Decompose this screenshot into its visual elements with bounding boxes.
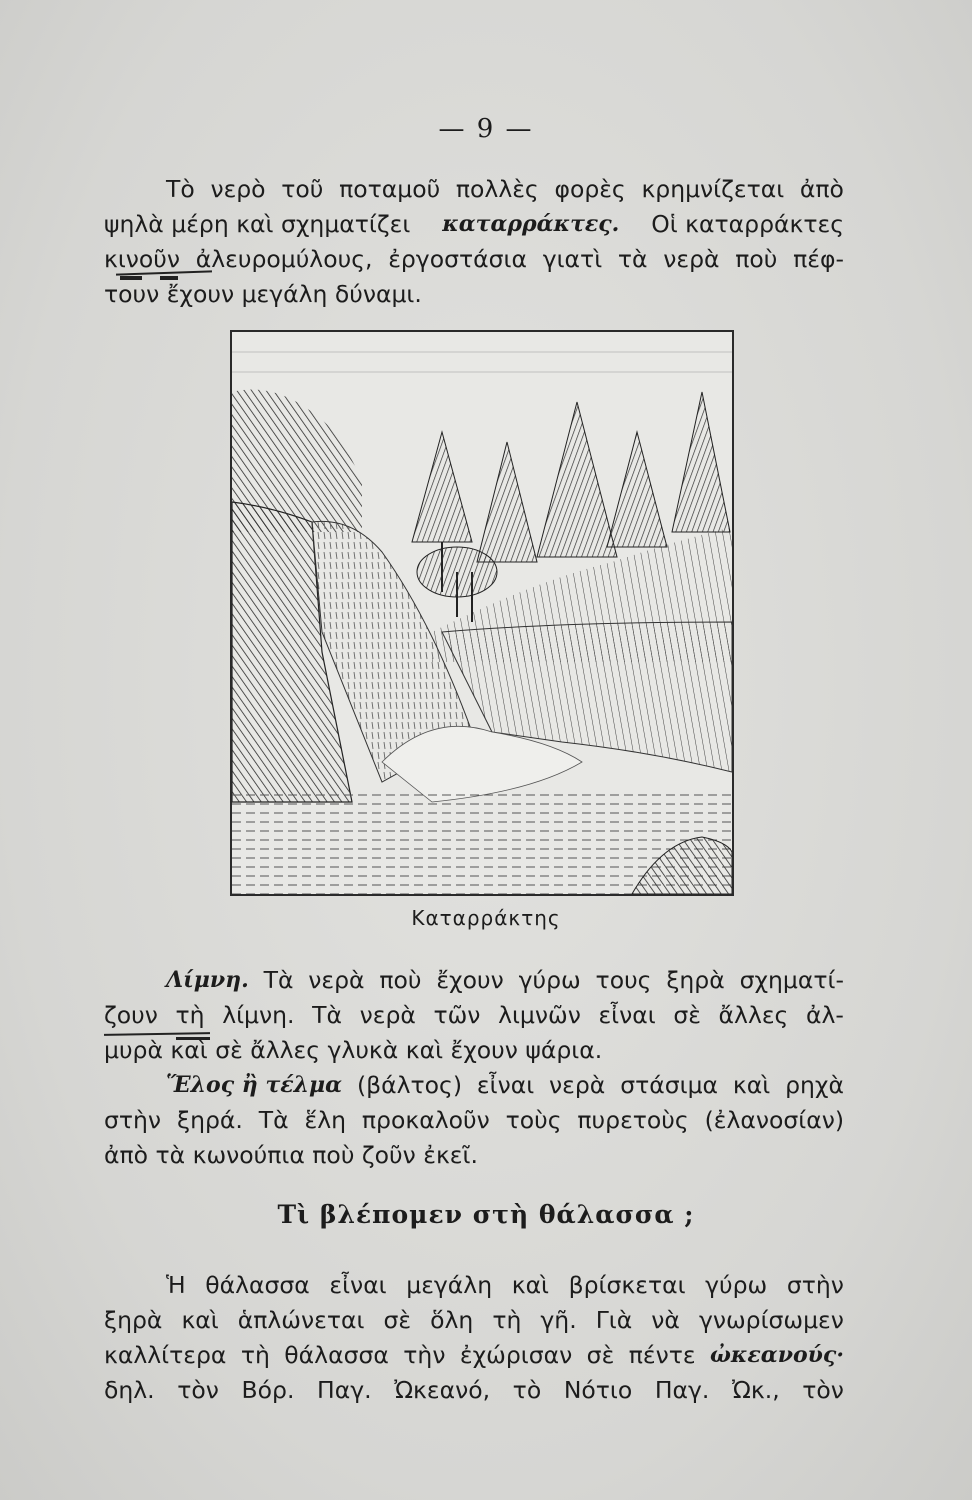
word: ὅλη <box>430 1306 474 1334</box>
text-line <box>104 963 844 998</box>
word: λίμνη. <box>222 1001 295 1029</box>
word: τὴ <box>175 1001 205 1029</box>
text-line <box>104 1303 844 1338</box>
word: τὴ <box>492 1306 522 1334</box>
word: σὲ <box>383 1306 412 1334</box>
word: καὶ <box>511 1271 550 1299</box>
emphasized-term: ὠκεανούς· <box>709 1342 844 1368</box>
word: ἁπλώνεται <box>237 1306 365 1334</box>
word: τὰ <box>617 245 648 273</box>
word: Ἡ <box>166 1271 186 1299</box>
word: ποταμοῦ <box>339 175 441 203</box>
word: καὶ <box>181 1306 219 1334</box>
word: Τὰ <box>312 1001 342 1029</box>
word: Τὰ <box>263 966 294 994</box>
paragraph-sea <box>104 1268 844 1408</box>
word: τους <box>595 966 652 994</box>
word: στάσιμα <box>620 1071 719 1099</box>
word: ἐχώρισαν <box>459 1341 573 1369</box>
text-line <box>104 172 844 207</box>
word: ἀλευρομύλους, <box>195 245 373 273</box>
word: ποὺ <box>379 966 422 994</box>
figure-caption: Καταρράκτης <box>411 906 561 930</box>
word: βρίσκεται <box>568 1271 686 1299</box>
word: ρηχὰ <box>785 1071 844 1099</box>
word: μεγάλη <box>406 1271 493 1299</box>
waterfall-engraving <box>230 330 734 896</box>
paragraph-marsh <box>104 1068 844 1173</box>
word: Νότιο <box>563 1376 633 1404</box>
text-line <box>104 277 844 312</box>
text-line <box>104 1103 844 1138</box>
word: ξηρὰ <box>104 1306 163 1334</box>
word: φορὲς <box>554 175 626 203</box>
text-line <box>104 207 844 242</box>
word: σὲ <box>586 1341 615 1369</box>
word: Παγ. <box>654 1376 710 1404</box>
word: νερὰ <box>308 966 365 994</box>
word: ξηρά. <box>176 1106 243 1134</box>
word: ἐργοστάσια <box>388 245 527 273</box>
word: Ὠκεανό, <box>394 1376 491 1404</box>
word: νερὰ <box>663 245 720 273</box>
text-line <box>104 1338 844 1373</box>
word: Ὠκ., <box>732 1376 780 1404</box>
word: προκαλοῦν <box>361 1106 490 1134</box>
word: γῆ. <box>540 1306 577 1334</box>
word: (βάλτος) <box>356 1071 463 1099</box>
word: θάλασσα <box>205 1271 310 1299</box>
text-line <box>104 1138 844 1173</box>
word: τῶν <box>433 1001 481 1029</box>
text-line <box>104 242 844 277</box>
word: Τὰ <box>258 1106 289 1134</box>
word: ἔχουν <box>436 966 504 994</box>
word: καὶ <box>732 1071 771 1099</box>
word: κινοῦν <box>104 245 181 273</box>
word: τὸν <box>802 1376 844 1404</box>
text-line <box>104 1373 844 1408</box>
pencil-underline-mark <box>120 276 142 280</box>
word: στὴν <box>104 1106 162 1134</box>
word: ἀλ- <box>805 1001 844 1029</box>
word: (ἐλανοσίαν) <box>704 1106 844 1134</box>
text-span: μυρὰ καὶ σὲ ἄλλες γλυκὰ καὶ ἔχουν ψάρια. <box>104 1036 603 1064</box>
word: κρημνίζεται <box>641 175 785 203</box>
emphasized-term: καταρράκτες. <box>442 211 620 237</box>
emphasized-term: Λίμνη. <box>166 967 249 993</box>
text-span: τουν ἔχουν μεγάλη δύναμι. <box>104 280 422 308</box>
word: ἀπὸ <box>799 175 844 203</box>
emphasized-term: Ἕλος ἢ τέλμα <box>166 1072 343 1098</box>
paragraph-waterfalls <box>104 172 844 312</box>
word: ἕλη <box>304 1106 347 1134</box>
word: γιατὶ <box>542 245 603 273</box>
word: εἶναι <box>598 1001 656 1029</box>
waterfall-illustration <box>232 332 732 894</box>
word: Γιὰ <box>595 1306 633 1334</box>
word: τὴν <box>403 1341 446 1369</box>
word: πολλὲς <box>455 175 539 203</box>
word: σχηματί- <box>739 966 844 994</box>
word: νερὸ <box>210 175 266 203</box>
word: νὰ <box>651 1306 680 1334</box>
word: καλλίτερα <box>104 1341 227 1369</box>
word: νερὰ <box>549 1071 606 1099</box>
pencil-underline-mark <box>176 1037 210 1040</box>
pencil-underline-mark <box>160 276 178 280</box>
word: σὲ <box>673 1001 701 1029</box>
word: πέντε <box>628 1341 696 1369</box>
word: Τὸ <box>166 175 195 203</box>
word: Παγ. <box>317 1376 372 1404</box>
word: πέφ- <box>793 245 844 273</box>
word: ἄλλες <box>718 1001 789 1029</box>
word: πυρετοὺς <box>577 1106 689 1134</box>
word: ποὺ <box>735 245 778 273</box>
text-line <box>104 1033 844 1068</box>
section-heading: Τὶ βλέπομεν στὴ θάλασσα ; <box>277 1200 695 1229</box>
word: τοῦ <box>281 175 324 203</box>
word: δηλ. <box>104 1376 155 1404</box>
word: εἶναι <box>329 1271 387 1299</box>
text-line <box>104 1068 844 1103</box>
word: γύρω <box>518 966 581 994</box>
text-line <box>104 1268 844 1303</box>
word: θάλασσα <box>284 1341 389 1369</box>
word: ζουν <box>104 1001 158 1029</box>
word: εἶναι <box>476 1071 535 1099</box>
word: γνωρίσωμεν <box>698 1306 844 1334</box>
word: Βόρ. <box>241 1376 295 1404</box>
word: τὴ <box>240 1341 270 1369</box>
paragraph-lake <box>104 963 844 1068</box>
text-line <box>104 998 844 1033</box>
word: στὴν <box>786 1271 844 1299</box>
page-number: — 9 — <box>438 114 534 144</box>
word: τὸ <box>512 1376 542 1404</box>
text-span: Οἱ καταρράκτες <box>651 210 844 238</box>
word: λιμνῶν <box>498 1001 581 1029</box>
word: τοὺς <box>505 1106 562 1134</box>
text-span: ἀπὸ τὰ κωνούπια ποὺ ζοῦν ἐκεῖ. <box>104 1141 478 1169</box>
word: ξηρὰ <box>666 966 725 994</box>
word: τὸν <box>177 1376 219 1404</box>
word: γύρω <box>705 1271 768 1299</box>
word: νερὰ <box>359 1001 416 1029</box>
text-span: ψηλὰ μέρη καὶ σχηματίζει <box>104 210 411 238</box>
